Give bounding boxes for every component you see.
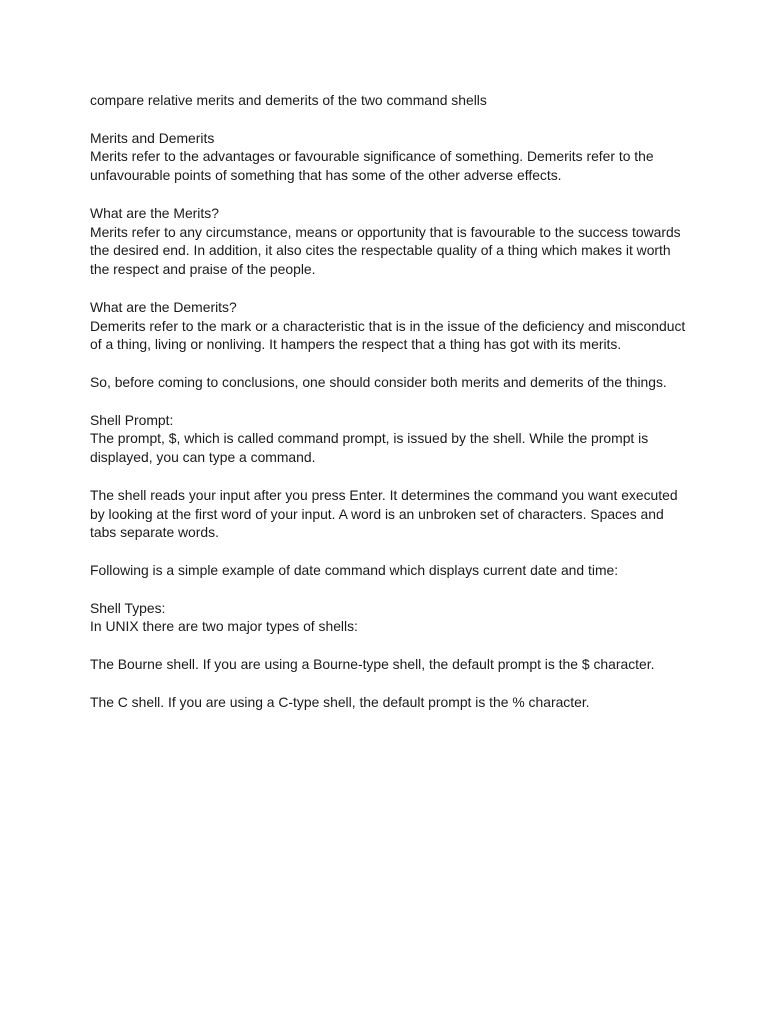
- bourne-shell-text: The Bourne shell. If you are using a Bourne-type shell, the default prompt is the $ character.: [90, 655, 655, 672]
- c-shell-paragraph: [90, 693, 690, 712]
- c-shell-text: The C shell. If you are using a C-type shell, the default prompt is the % character.: [90, 693, 590, 710]
- section-what-are-the-merits: [90, 204, 690, 279]
- section-paragraph: Demerits refer to the mark or a characteristic that is in the issue of the deficiency and misconduct of a thing, living or nonliving. It hampers the respect that a thing has got with its merits.: [90, 317, 686, 353]
- date-example-text: Following is a simple example of date command which displays current date and time:: [90, 561, 619, 578]
- section-shell-prompt: [90, 411, 690, 467]
- document-title: [90, 91, 690, 110]
- section-merits-and-demerits: [90, 129, 690, 185]
- document-body: [90, 91, 690, 730]
- bourne-shell-paragraph: [90, 655, 690, 674]
- shell-reads-paragraph: [90, 486, 690, 542]
- conclusion-paragraph: [90, 373, 690, 392]
- shell-reads-text: The shell reads your input after you press Enter. It determines the command you want executed by looking at the first word of your input. A word is an unbroken set of characters. Spaces and tabs separate words.: [90, 486, 678, 541]
- section-paragraph: In UNIX there are two major types of shells:: [90, 618, 358, 635]
- section-heading: What are the Merits?: [90, 204, 219, 221]
- section-paragraph: The prompt, $, which is called command prompt, is issued by the shell. While the prompt is displayed, you can type a command.: [90, 430, 649, 466]
- date-example-paragraph: [90, 561, 690, 580]
- section-heading: Merits and Demerits: [90, 129, 215, 146]
- section-shell-types: [90, 599, 690, 637]
- section-heading: Shell Types:: [90, 599, 166, 616]
- section-paragraph: Merits refer to any circumstance, means or opportunity that is favourable to the success towards the desired end. In addition, it also cites the respectable quality of a thing which makes it worth the respect and praise of the people.: [90, 223, 681, 278]
- conclusion-text: So, before coming to conclusions, one should consider both merits and demerits of the things.: [90, 373, 667, 390]
- section-heading: What are the Demerits?: [90, 298, 237, 315]
- section-what-are-the-demerits: [90, 298, 690, 354]
- section-heading: Shell Prompt:: [90, 411, 174, 428]
- section-paragraph: Merits refer to the advantages or favourable significance of something. Demerits refer to the unfavourable points of something that has some of the other adverse effects.: [90, 148, 654, 184]
- document-title-text: compare relative merits and demerits of the two command shells: [90, 92, 487, 108]
